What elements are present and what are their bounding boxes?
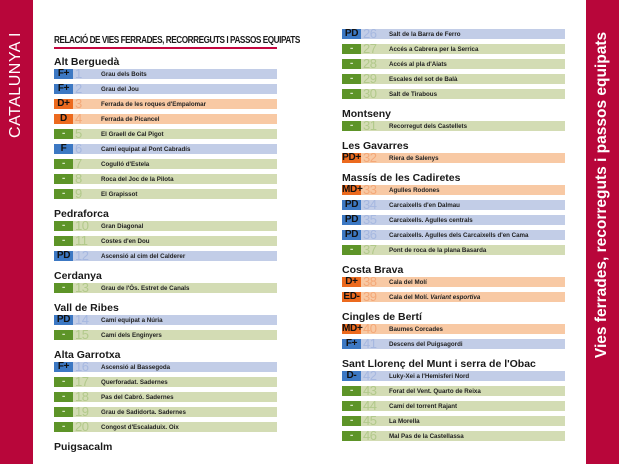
- route-name-text: Accés a Cabrera per la Serrica: [389, 45, 479, 53]
- difficulty-badge: F+: [54, 69, 73, 79]
- route-name-text: Pont de roca de la plana Basarda: [389, 246, 487, 254]
- route-row: [54, 111, 277, 126]
- route-number: 1: [75, 66, 82, 81]
- route-number: 45: [363, 413, 377, 428]
- region-heading: Costa Brava: [342, 264, 404, 276]
- difficulty-badge: -: [54, 422, 73, 432]
- route-number: 28: [363, 56, 377, 71]
- route-row: [54, 233, 277, 248]
- route-row: [342, 26, 565, 41]
- difficulty-badge: -: [54, 283, 73, 293]
- difficulty-badge: D: [54, 114, 73, 124]
- difficulty-badge: PD: [342, 215, 361, 225]
- route-number: 37: [363, 242, 377, 257]
- route-number: 46: [363, 428, 377, 443]
- region-heading: Montseny: [342, 108, 392, 120]
- route-name: [101, 71, 147, 78]
- route-name-text: Grau de Sadidorta. Sadernes: [101, 408, 186, 416]
- route-name-text: Cala del Molí: [389, 278, 427, 286]
- difficulty-badge: D+: [342, 277, 361, 287]
- difficulty-badge: MD+: [342, 323, 363, 334]
- difficulty-badge: -: [342, 121, 361, 131]
- route-row: [54, 141, 277, 156]
- difficulty-badge: PD: [342, 29, 361, 39]
- route-name: [101, 332, 162, 339]
- route-number: 14: [75, 312, 89, 327]
- route-row: [342, 212, 565, 227]
- route-row: [342, 71, 565, 86]
- route-number: 30: [363, 86, 377, 101]
- difficulty-badge: -: [54, 159, 73, 169]
- route-row: [342, 413, 565, 428]
- route-number: 18: [75, 389, 89, 404]
- difficulty-badge: MD+: [342, 184, 363, 195]
- route-row: [54, 327, 277, 342]
- route-name: [389, 403, 457, 410]
- route-row: [342, 150, 565, 165]
- route-name: [389, 155, 439, 162]
- route-name: [101, 285, 189, 292]
- route-name: [389, 217, 473, 224]
- difficulty-badge: ED-: [343, 291, 360, 302]
- difficulty-badge: D-: [342, 371, 361, 381]
- route-name: [101, 424, 179, 431]
- difficulty-badge: PD: [342, 230, 361, 240]
- route-row: [54, 389, 277, 404]
- route-number: 13: [75, 280, 89, 295]
- route-name: [389, 388, 481, 395]
- route-name-text: El Grapissot: [101, 190, 138, 198]
- route-name-text: Grau del Jou: [101, 85, 139, 93]
- route-number: 5: [75, 126, 82, 141]
- difficulty-badge: -: [342, 401, 361, 411]
- route-name: [101, 116, 159, 123]
- route-row: [54, 374, 277, 389]
- difficulty-badge: PD+: [342, 152, 361, 163]
- route-row: [342, 398, 565, 413]
- route-number: 38: [363, 274, 377, 289]
- route-name-text: Cogulló d'Estela: [101, 160, 150, 168]
- route-row: [342, 41, 565, 56]
- difficulty-badge: -: [54, 236, 73, 246]
- route-row: [342, 368, 565, 383]
- difficulty-badge: -: [342, 74, 361, 84]
- region-heading: Cerdanya: [54, 270, 102, 282]
- route-row: [342, 321, 565, 336]
- route-number: 44: [363, 398, 377, 413]
- right-column: [342, 26, 565, 446]
- route-row: [54, 156, 277, 171]
- route-number: 12: [75, 248, 89, 263]
- route-name: [101, 146, 190, 153]
- difficulty-badge: PD: [342, 200, 361, 210]
- region-heading: Vall de Ribes: [54, 302, 119, 314]
- difficulty-badge: -: [54, 174, 73, 184]
- difficulty-badge: -: [54, 189, 73, 199]
- route-name-text: Carcaixells d'en Dalmau: [389, 201, 460, 209]
- region-heading: Cingles de Bertí: [342, 311, 422, 323]
- route-name: [389, 202, 460, 209]
- route-name: [389, 61, 447, 68]
- route-number: 34: [363, 197, 377, 212]
- route-name-text: Camí dels Enginyers: [101, 331, 162, 339]
- route-row: [342, 383, 565, 398]
- route-name-text: Mal Pas de la Castellassa: [389, 432, 464, 440]
- route-name-text: Forat del Vent. Quarto de Reixa: [389, 387, 481, 395]
- route-name-text: Luky-Xei a l'Hemisferi Nord: [389, 372, 470, 380]
- route-name-text: Carcaixells. Agulles dels Carcaixells d'en Cama: [389, 231, 529, 239]
- route-name-text: Baumes Corcades: [389, 325, 443, 333]
- page-title: RELACIÓ DE VIES FERRADES, RECORREGUTS I PASSOS EQUIPATS: [54, 35, 300, 46]
- route-name: [101, 86, 139, 93]
- region-heading: Alta Garrotxa: [54, 349, 121, 361]
- route-name-text: Congost d'Escaladuix. Oix: [101, 423, 179, 431]
- route-name: [389, 326, 443, 333]
- difficulty-badge: D+: [54, 99, 73, 109]
- route-row: [54, 280, 277, 295]
- route-name-text: El Graell de Cal Pigot: [101, 130, 164, 138]
- route-row: [342, 227, 565, 242]
- route-name-text: Camí equipat al Pont Cabradís: [101, 145, 191, 153]
- route-name: [101, 161, 149, 168]
- route-name: [101, 191, 137, 198]
- route-name-text: Grau dels Boits: [101, 70, 147, 78]
- route-number: 4: [75, 111, 82, 126]
- route-number: 15: [75, 327, 89, 342]
- route-name-text: Camí equipat a Núria: [101, 316, 163, 324]
- route-row: [54, 171, 277, 186]
- region-heading: Alt Berguedà: [54, 56, 120, 68]
- region-heading: Les Gavarres: [342, 140, 409, 152]
- route-number: 8: [75, 171, 82, 186]
- route-name: [101, 364, 170, 371]
- left-side-label: CATALUNYA I: [7, 32, 24, 138]
- route-name: [389, 91, 437, 98]
- right-side-band: [586, 0, 619, 464]
- route-row: [342, 274, 565, 289]
- route-name: [389, 46, 478, 53]
- route-row: [54, 66, 277, 81]
- route-row: [54, 312, 277, 327]
- route-name-text: La Morella: [389, 417, 420, 425]
- route-number: 20: [75, 419, 89, 434]
- difficulty-badge: -: [54, 407, 73, 417]
- route-row: [54, 186, 277, 201]
- route-row: [54, 359, 277, 374]
- title-underline: [54, 47, 277, 49]
- difficulty-badge: F+: [342, 339, 361, 349]
- route-name-variant: Variant esportiva: [430, 293, 481, 301]
- route-name-text: Roca del Joc de la Pilota: [101, 175, 174, 183]
- route-row: [54, 419, 277, 434]
- route-row: [342, 242, 565, 257]
- route-row: [342, 197, 565, 212]
- route-name-text: Pas del Cabró. Sadernes: [101, 393, 174, 401]
- route-name-text: Querforadat. Sadernes: [101, 378, 168, 386]
- route-name-text: Agulles Rodones: [389, 186, 440, 194]
- route-number: 9: [75, 186, 82, 201]
- right-side-label: Vies ferrades, recorreguts i passos equipats: [593, 31, 610, 359]
- route-name: [101, 409, 186, 416]
- route-row: [342, 56, 565, 71]
- route-name-text: Ascensió al Bassegoda: [101, 363, 171, 371]
- difficulty-badge: -: [54, 330, 73, 340]
- route-name: [101, 131, 164, 138]
- route-name: [389, 232, 529, 239]
- route-number: 43: [363, 383, 377, 398]
- route-name-text: Costes d'en Dou: [101, 237, 150, 245]
- route-name: [101, 394, 174, 401]
- route-name: [389, 341, 463, 348]
- route-name-text: Salt de la Barra de Ferro: [389, 30, 461, 38]
- route-row: [342, 86, 565, 101]
- route-number: 27: [363, 41, 377, 56]
- difficulty-badge: -: [54, 221, 73, 231]
- route-name-text: Ferrada de les roques d'Empalomar: [101, 100, 206, 108]
- route-number: 26: [363, 26, 377, 41]
- difficulty-badge: -: [342, 386, 361, 396]
- route-number: 17: [75, 374, 89, 389]
- route-row: [342, 118, 565, 133]
- route-name: [389, 187, 440, 194]
- region-heading: Puigsacalm: [54, 441, 113, 453]
- route-number: 11: [75, 233, 88, 248]
- route-number: 29: [363, 71, 377, 86]
- route-number: 3: [75, 96, 82, 111]
- route-name: [101, 238, 150, 245]
- region-heading: Pedraforca: [54, 208, 109, 220]
- route-number: 7: [75, 156, 82, 171]
- difficulty-badge: F+: [54, 362, 73, 372]
- route-number: 36: [363, 227, 377, 242]
- route-name-text: Accés al pla d'Aiats: [389, 60, 447, 68]
- route-name-text: Grau de l'Ós. Estret de Canals: [101, 284, 190, 292]
- route-number: 33: [363, 182, 377, 197]
- left-side-band: [0, 0, 33, 464]
- route-number: 16: [75, 359, 89, 374]
- difficulty-badge: F: [54, 144, 73, 154]
- difficulty-badge: -: [342, 431, 361, 441]
- route-name-text: Escales del sot de Balà: [389, 75, 458, 83]
- difficulty-badge: -: [342, 245, 361, 255]
- route-row: [54, 126, 277, 141]
- route-name: [101, 223, 143, 230]
- route-row: [342, 428, 565, 443]
- route-name: [389, 294, 480, 301]
- route-number: 6: [75, 141, 82, 156]
- route-number: 35: [363, 212, 377, 227]
- route-row: [342, 336, 565, 351]
- route-name: [101, 379, 168, 386]
- region-heading: Sant Llorenç del Munt i serra de l'Obac: [342, 358, 536, 370]
- route-name-text: Recorregut dels Castellets: [389, 122, 468, 130]
- route-name-text: Riera de Salenys: [389, 154, 439, 162]
- difficulty-badge: -: [342, 89, 361, 99]
- route-name: [389, 123, 467, 130]
- route-name-text: Salt de Tirabous: [389, 90, 438, 98]
- route-name: [389, 373, 469, 380]
- difficulty-badge: PD: [54, 315, 73, 325]
- difficulty-badge: F+: [54, 84, 73, 94]
- difficulty-badge: -: [54, 129, 73, 139]
- difficulty-badge: -: [54, 377, 73, 387]
- region-heading: Massís de les Cadiretes: [342, 172, 461, 184]
- route-number: 40: [363, 321, 377, 336]
- route-number: 10: [75, 218, 89, 233]
- route-row: [342, 289, 565, 304]
- route-name: [389, 247, 486, 254]
- route-name: [389, 279, 427, 286]
- route-name: [101, 317, 163, 324]
- route-name-text: Carcaixells. Agulles centrals: [389, 216, 473, 224]
- route-name: [101, 253, 185, 260]
- route-name-text: Cala del Molí.: [389, 293, 429, 301]
- route-number: 41: [363, 336, 377, 351]
- route-name: [389, 418, 420, 425]
- route-number: 19: [75, 404, 89, 419]
- route-name-text: Camí del torrent Rajant: [389, 402, 458, 410]
- route-name: [389, 76, 457, 83]
- difficulty-badge: -: [342, 416, 361, 426]
- route-name: [389, 31, 461, 38]
- route-number: 39: [363, 289, 377, 304]
- route-name-text: Ascensió al cim del Calderer: [101, 252, 186, 260]
- route-row: [54, 404, 277, 419]
- route-number: 2: [75, 81, 82, 96]
- route-name: [101, 176, 174, 183]
- route-row: [54, 248, 277, 263]
- route-name-text: Gran Diagonal: [101, 222, 144, 230]
- difficulty-badge: -: [342, 59, 361, 69]
- difficulty-badge: PD: [54, 251, 73, 261]
- left-column: [54, 55, 277, 454]
- difficulty-badge: -: [342, 44, 361, 54]
- route-row: [54, 218, 277, 233]
- route-name: [101, 101, 206, 108]
- route-row: [342, 182, 565, 197]
- route-name-text: Ferrada de Picancel: [101, 115, 160, 123]
- route-number: 32: [363, 150, 377, 165]
- difficulty-badge: -: [54, 392, 73, 402]
- route-row: [54, 81, 277, 96]
- route-name: [389, 433, 464, 440]
- route-number: 42: [363, 368, 377, 383]
- route-row: [54, 96, 277, 111]
- route-name-text: Descens del Puigsagordi: [389, 340, 463, 348]
- route-number: 31: [363, 118, 377, 133]
